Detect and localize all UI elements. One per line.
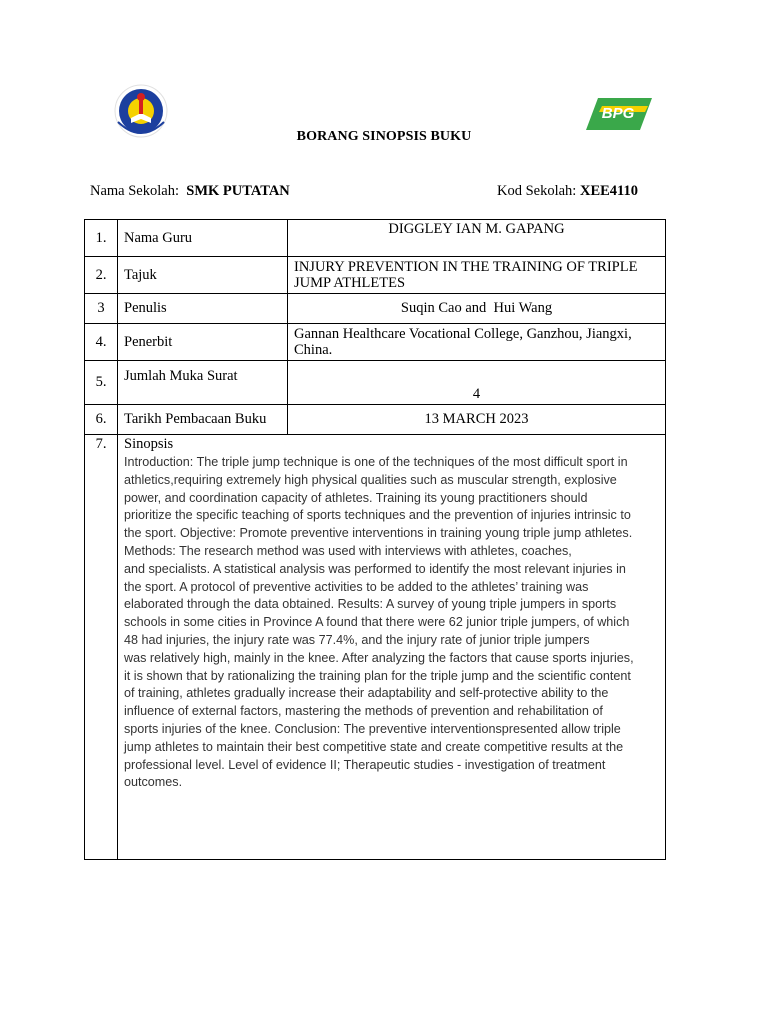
table-row xyxy=(85,257,666,294)
row-number: 2. xyxy=(85,257,118,294)
field-label-tarikh-pembacaan: Tarikh Pembacaan Buku xyxy=(118,405,288,435)
school-code-value: XEE4110 xyxy=(579,183,638,199)
row-number: 5. xyxy=(85,361,118,405)
field-value-jumlah-muka-surat: 4 xyxy=(288,361,666,405)
row-number: 3 xyxy=(85,294,118,324)
field-label-nama-guru: Nama Guru xyxy=(118,220,288,257)
table-row xyxy=(85,220,666,257)
table-row xyxy=(85,405,666,435)
school-name-line xyxy=(90,183,290,200)
row-number: 7. xyxy=(85,435,118,860)
table-row xyxy=(85,324,666,361)
row-number: 4. xyxy=(85,324,118,361)
field-label-jumlah-muka-surat: Jumlah Muka Surat xyxy=(118,361,288,405)
table-row xyxy=(85,361,666,405)
school-name-value: SMK PUTATAN xyxy=(186,183,290,199)
field-label-tajuk: Tajuk xyxy=(118,257,288,294)
book-synopsis-table xyxy=(84,219,666,860)
field-value-nama-guru: DIGGLEY IAN M. GAPANG xyxy=(288,220,666,257)
school-code-label: Kod Sekolah: xyxy=(497,183,577,199)
field-value-tajuk: INJURY PREVENTION IN THE TRAINING OF TRIPLE JUMP ATHLETES xyxy=(288,257,666,294)
row-number: 1. xyxy=(85,220,118,257)
bpg-logo xyxy=(584,96,654,132)
form-title: BORANG SINOPSIS BUKU xyxy=(296,129,472,144)
table-row xyxy=(85,294,666,324)
synopsis-label: Sinopsis xyxy=(124,436,174,452)
synopsis-cell xyxy=(118,435,666,860)
row-number: 6. xyxy=(85,405,118,435)
bpg-logo-text: BPG xyxy=(601,105,635,122)
field-label-penulis: Penulis xyxy=(118,294,288,324)
school-code-line xyxy=(497,183,638,200)
synopsis-text: Introduction: The triple jump technique is one of the techniques of the most difficult sport in athletics,requiring extremely high physical qualities such as muscular strength, explosive power, and coordination capacity of athletes. Training its young practitioners should prioritize the specific teaching of sports techniques and the prevention of injuries intrinsic to the sport. Objective: Promote preventive interventions in training young triple jump athletes. Methods: The research method was used with interviews with athletes, coaches, and specialists. A statistical analysis was performed to identify the most relevant injuries in the sport. A protocol of preventive activities to be added to the athletes’ training was elaborated through the data obtained. Results: A survey of young triple jumpers in sports schools in some cities in Province A found that there were 62 junior triple jumpers, of which 48 had injuries, the injury rate was 77.4%, and the injury rate of junior triple jumpers was relatively high, mainly in the knee. After analyzing the factors that cause sports injuries, it is shown that by rationalizing the training plan for the triple jump and the scientific content of training, athletes gradually increase their adaptability and self-protective ability to the influence of external factors, mastering the methods of prevention and rehabilitation of sports injuries of the knee. Conclusion: The preventive interventionspresented allow triple jump athletes to maintain their best competitive state and create competitive results at the professional level. Level of evidence II; Therapeutic studies - investigation of treatment outcomes. xyxy=(124,455,634,790)
field-value-penerbit: Gannan Healthcare Vocational College, Ganzhou, Jiangxi, China. xyxy=(288,324,666,361)
field-value-penulis: Suqin Cao and Hui Wang xyxy=(288,294,666,324)
field-value-tarikh-pembacaan: 13 MARCH 2023 xyxy=(288,405,666,435)
field-label-penerbit: Penerbit xyxy=(118,324,288,361)
table-row-synopsis xyxy=(85,435,666,860)
school-name-label: Nama Sekolah: xyxy=(90,183,179,199)
